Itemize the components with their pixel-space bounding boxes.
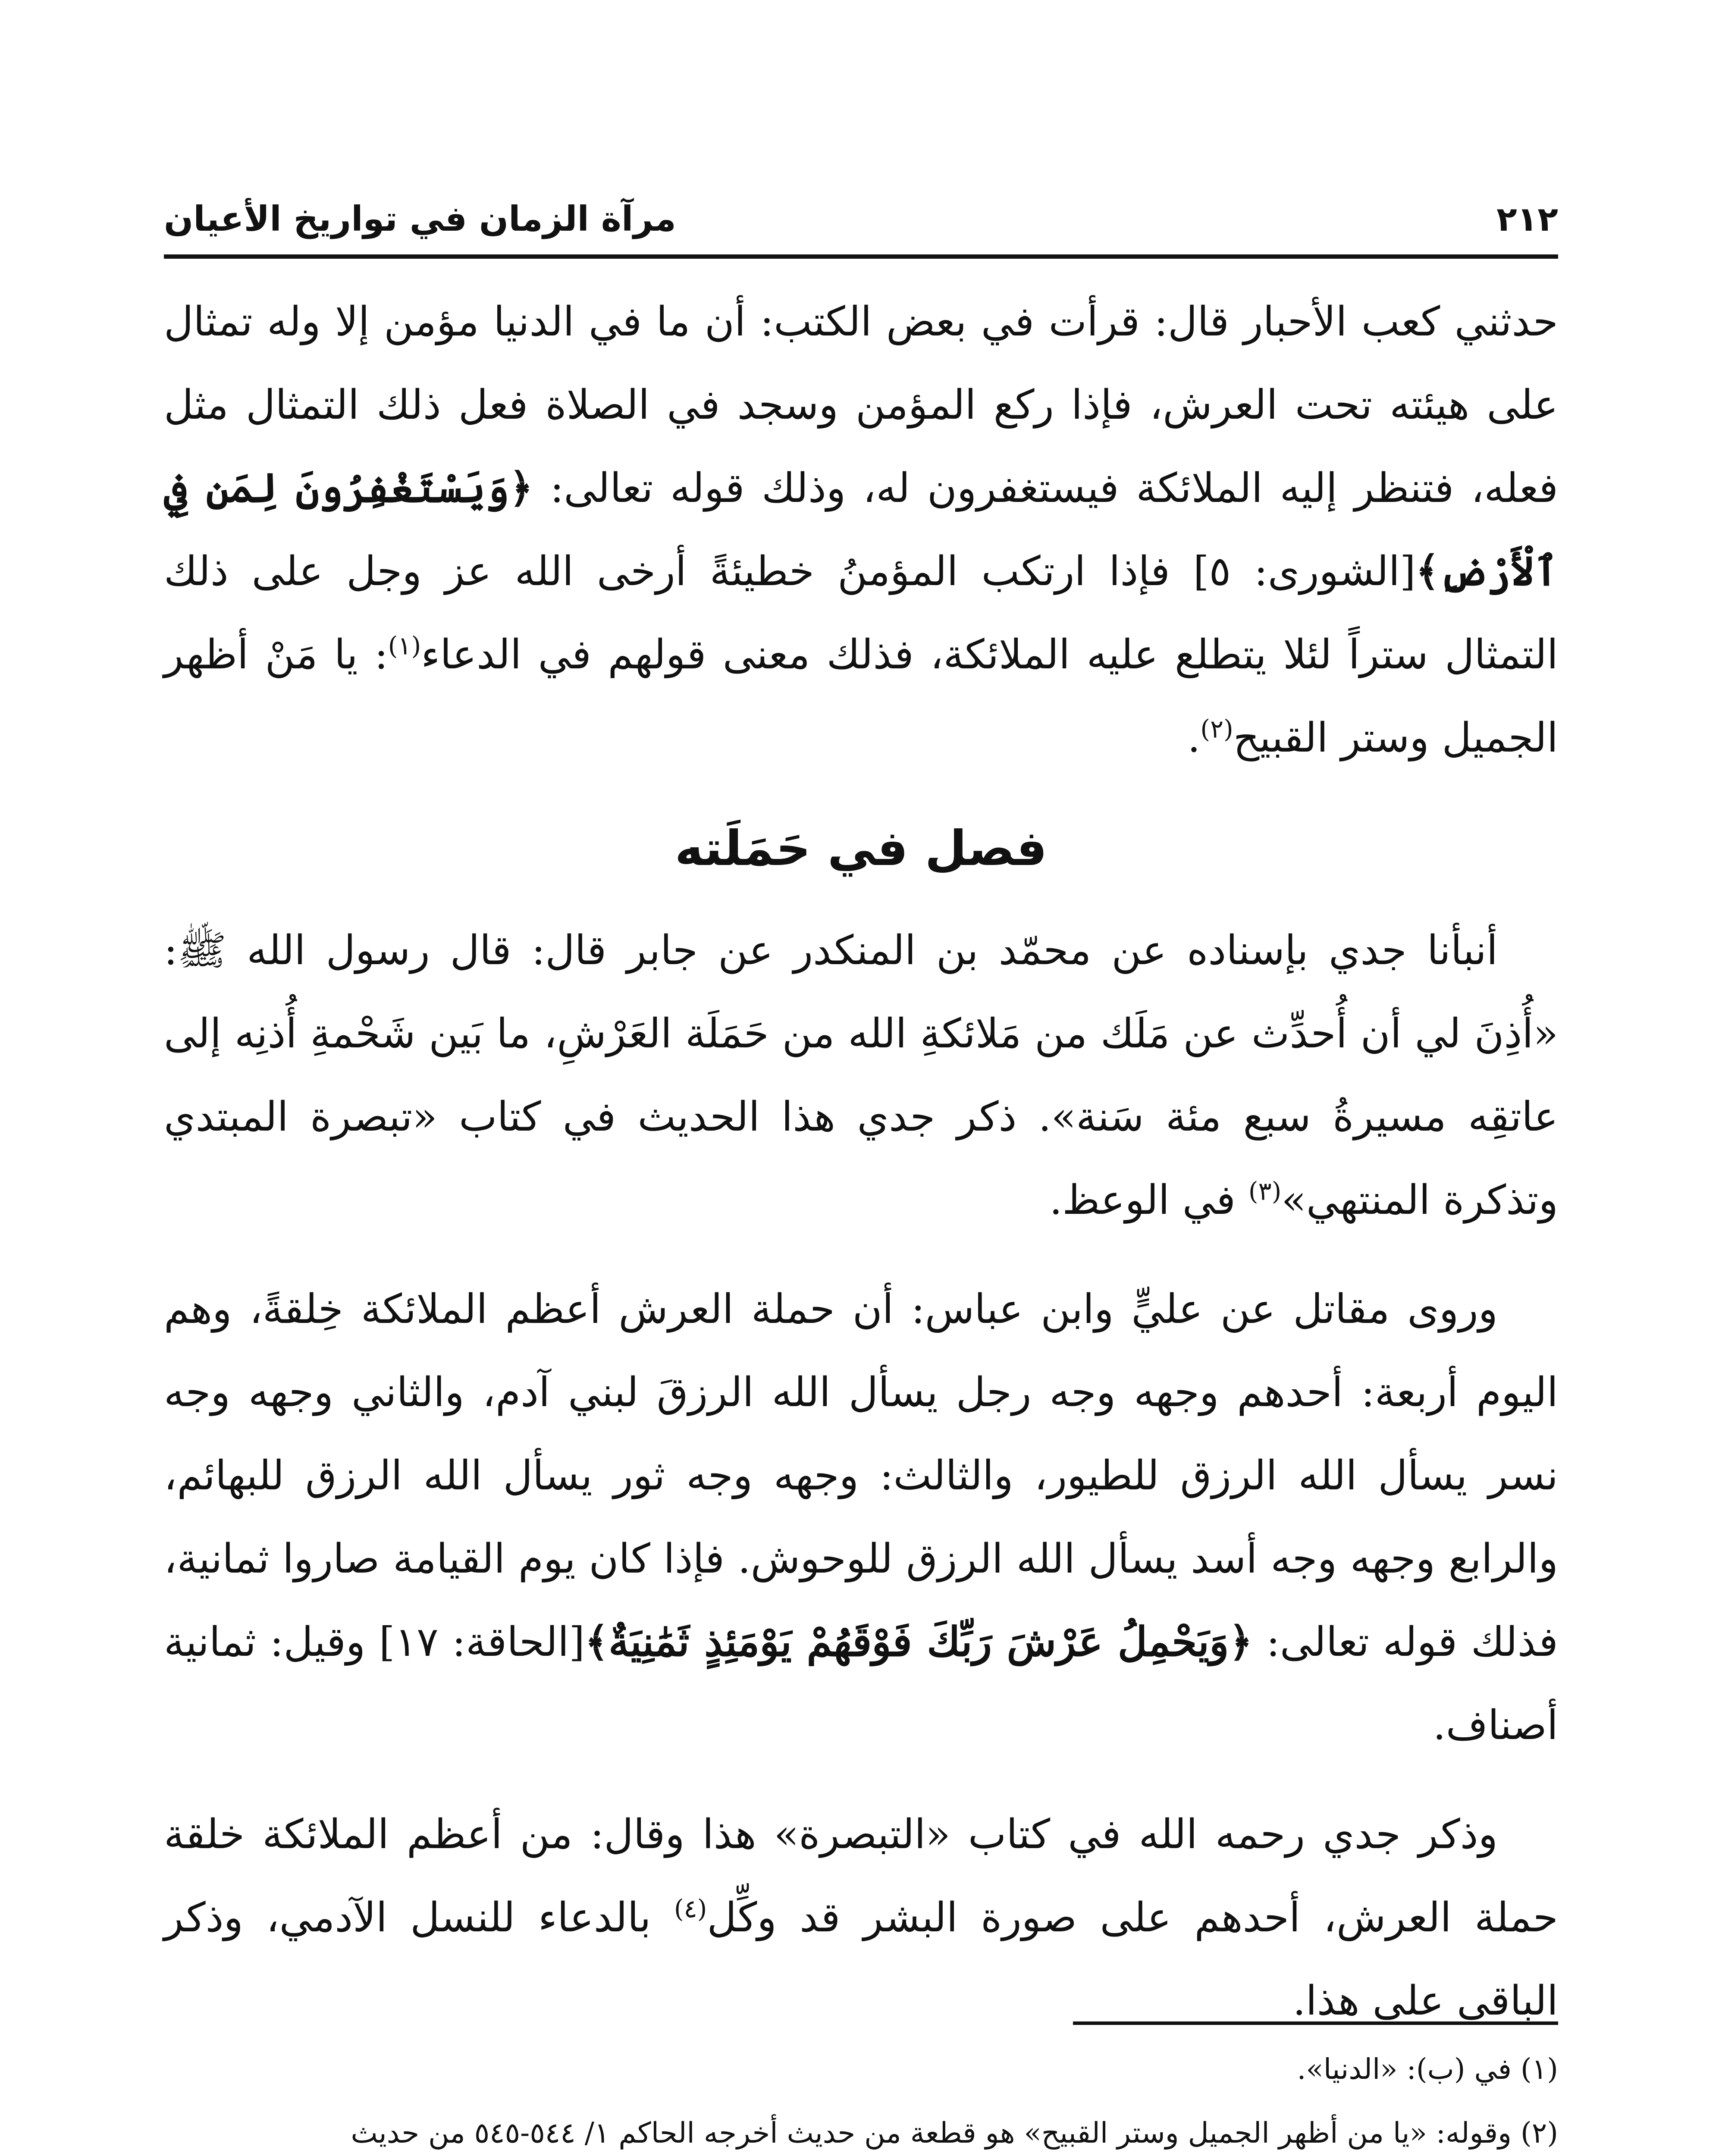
paragraph-3-text-b: [الحاقة: ١٧] وقيل: ثمانية أصناف. [164,1619,1558,1749]
quran-verse-shura: ﴿وَيَسْتَغْفِرُونَ لِمَن فِي ٱلْأَرْضِ﴾ [164,464,1558,595]
page-number: ٢١٢ [1496,200,1558,239]
paragraph-2-text-a: أنبأنا جدي بإسناده عن محمّد بن المنكدر عن جابر قال: قال رسول الله ﷺ: «أُذِنَ لي أن أُحدِّث عن مَلَك من مَلائكةِ الله من حَمَلَة العَرْشِ، ما بَين شَحْمةِ أُذنِه إلى عاتقِه مسيرةُ سبع مئة سَنة». ذكر جدي هذا الحديث في كتاب «تبصرة المبتدي وتذكرة المنتهي» [164,927,1558,1224]
paragraph-4-text-b: بالدعاء للنسل الآدمي، وذكر الباقي على هذا. [164,1894,1558,2024]
footnote-separator [1073,2021,1558,2025]
main-text [164,280,1558,2068]
paragraph-1 [164,280,1558,780]
paragraph-3 [164,1268,1558,1767]
running-title: مرآة الزمان في تواريخ الأعيان [164,199,676,239]
footnote-2 [164,2108,1558,2156]
footnote-1: (١) في (ب): «الدنيا». [1297,2053,1558,2086]
paragraph-3-text-a: وروى مقاتل عن عليٍّ وابن عباس: أن حملة العرش أعظم الملائكة خِلقةً، وهم اليوم أربعة: أحدهم وجهه وجه رجل يسأل الله الرزقَ لبني آدم، والثاني وجهه وجه نسر يسأل الله الرزق للطيور، والثالث: وجهه وجه ثور يسأل الله الرزق للبهائم، والرابع وجهه وجه أسد يسأل الله الرزق للوحوش. فإذا كان يوم القيامة صاروا ثمانية، فذلك قوله تعالى: [164,1286,1558,1666]
paragraph-4 [164,1793,1558,2043]
footnote-ref-3[interactable]: (٣) [1248,1176,1282,1206]
page-header [164,172,1558,259]
paragraph-2-text-b: في الوعظ. [1049,1177,1248,1224]
paragraph-1-text-b: [الشورى: ٥] فإذا ارتكب المؤمنُ خطيئةً أرخى الله عز وجل على ذلك التمثال ستراً لئلا يتطلع عليه الملائكة، فذلك معنى قولهم في الدعاء [164,548,1558,678]
section-heading: فصل في حَمَلَته [674,821,1048,877]
paragraph-1-text-d: . [1187,714,1201,761]
footnote-ref-2[interactable]: (٢) [1200,714,1233,744]
footnotes [164,2044,1558,2156]
paragraph-1-text-a: حدثني كعب الأحبار قال: قرأت في بعض الكتب: أن ما في الدنيا مؤمن إلا وله تمثال على هيئته تحت العرش، فإذا ركع المؤمن وسجد في الصلاة فعل ذلك التمثال مثل فعله، فتنظر إليه الملائكة فيستغفرون له، وذلك قوله تعالى: [164,298,1559,512]
footnote-ref-1[interactable]: (١) [388,631,421,661]
quran-verse-haqqa: ﴿وَيَحْمِلُ عَرْشَ رَبِّكَ فَوْقَهُمْ يَوْمَئِذٍ ثَمَٰنِيَةٌ﴾ [584,1618,1253,1666]
footnote-ref-4[interactable]: (٤) [674,1894,707,1924]
paragraph-1-text-c: : يا مَنْ أظهر الجميل وستر القبيح [164,631,1558,761]
footnote-2-line-1: (٢) وقوله: «يا من أظهر الجميل وستر القبيح» هو قطعة من حديث أخرجه الحاكم ١/ ٥٤٤-٥٤٥ من حديث [351,2116,1558,2150]
paragraph-2 [164,909,1558,1242]
paragraph-4-text-a: وذكر جدي رحمه الله في كتاب «التبصرة» هذا وقال: من أعظم الملائكة خلقة حملة العرش، أحدهم على صورة البشر قد وكِّل [164,1811,1558,1941]
